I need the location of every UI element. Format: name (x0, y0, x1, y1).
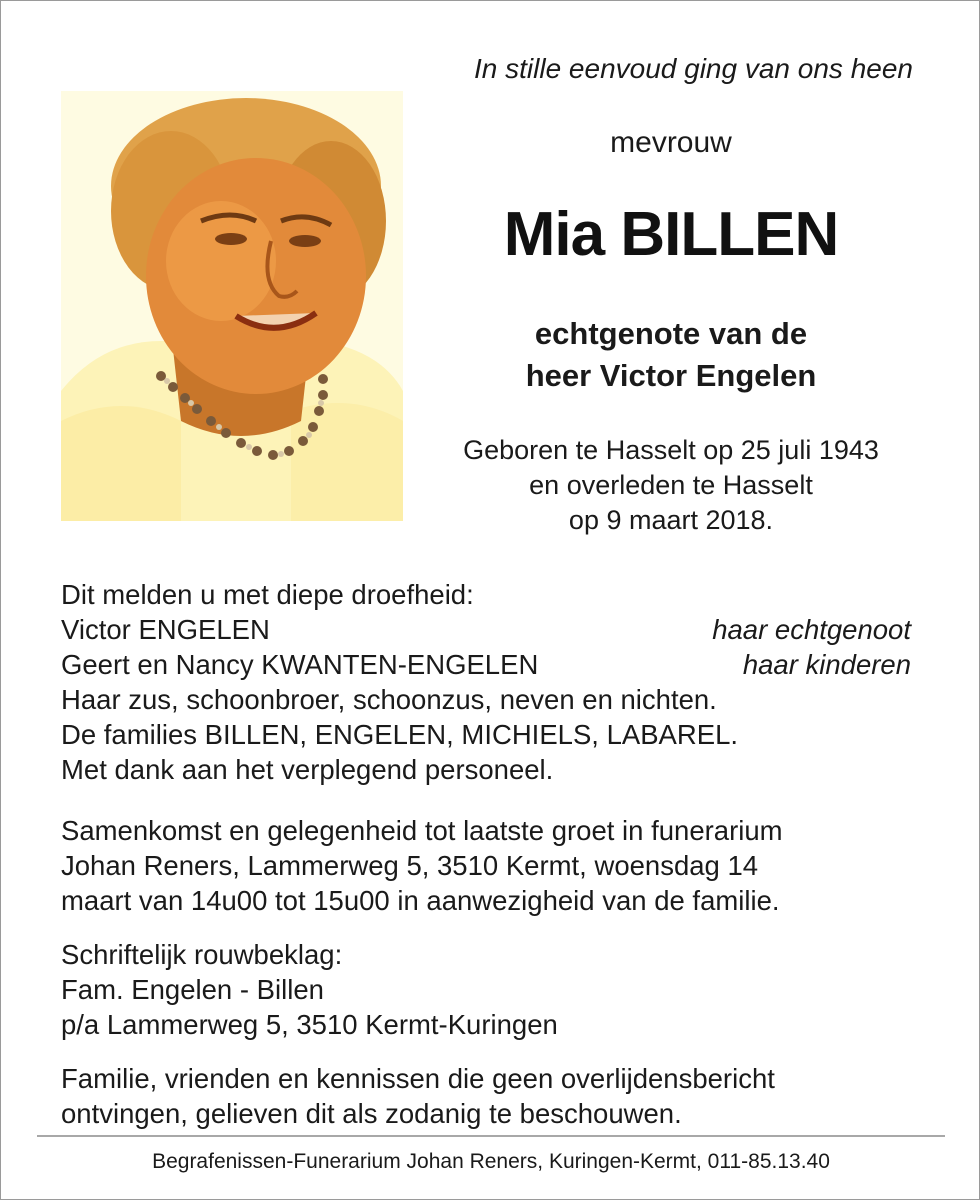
birth-line: Geboren te Hasselt op 25 juli 1943 (463, 435, 879, 465)
spouse-info (421, 313, 921, 397)
mourner-name: Victor ENGELEN (61, 614, 270, 645)
condolence-line: Schriftelijk rouwbeklag: (61, 939, 343, 970)
condolence-section (61, 937, 921, 1042)
funeral-home-footer: Begrafenissen-Funerarium Johan Reners, Kuringen-Kermt, 011-85.13.40 (152, 1150, 830, 1173)
life-dates (421, 433, 921, 538)
footer-divider (37, 1135, 945, 1137)
condolence-line: Fam. Engelen - Billen (61, 974, 324, 1005)
gathering-line: Samenkomst en gelegenheid tot laatste groet in funerarium (61, 815, 783, 846)
mourner-relation: haar kinderen (742, 649, 911, 680)
notice-line: Familie, vrienden en kennissen die geen overlijdensbericht (61, 1063, 775, 1094)
spouse-line: echtgenote van de (534, 316, 808, 351)
condolence-line: p/a Lammerweg 5, 3510 Kermt-Kuringen (61, 1009, 558, 1040)
death-date-line: op 9 maart 2018. (568, 505, 774, 535)
deceased-name: Mia BILLEN (503, 200, 839, 269)
mourner-row (61, 647, 921, 682)
honorific: mevrouw (610, 126, 732, 159)
mourner-row (61, 612, 921, 647)
gathering-line: maart van 14u00 tot 15u00 in aanwezigheid van de familie. (61, 885, 780, 916)
mourners-section (61, 577, 921, 787)
portrait-illustration (61, 91, 403, 521)
gathering-section (61, 813, 921, 918)
mourner-line: Met dank aan het verplegend personeel. (61, 754, 554, 785)
death-line: en overleden te Hasselt (529, 470, 813, 500)
spouse-line: heer Victor Engelen (525, 358, 817, 393)
mourners-heading: Dit melden u met diepe droefheid: (61, 579, 474, 610)
mourner-line: De families BILLEN, ENGELEN, MICHIELS, LABAREL. (61, 719, 739, 750)
mourner-line: Haar zus, schoonbroer, schoonzus, neven en nichten. (61, 684, 717, 715)
notice-line: ontvingen, gelieven dit als zodanig te beschouwen. (61, 1098, 682, 1129)
portrait-photo (61, 91, 403, 521)
mourner-relation: haar echtgenoot (712, 614, 911, 645)
notice-section (61, 1061, 921, 1131)
intro-line: In stille eenvoud ging van ons heen (474, 53, 913, 84)
gathering-line: Johan Reners, Lammerweg 5, 3510 Kermt, woensdag 14 (61, 850, 759, 881)
mourner-name: Geert en Nancy KWANTEN-ENGELEN (61, 649, 539, 680)
